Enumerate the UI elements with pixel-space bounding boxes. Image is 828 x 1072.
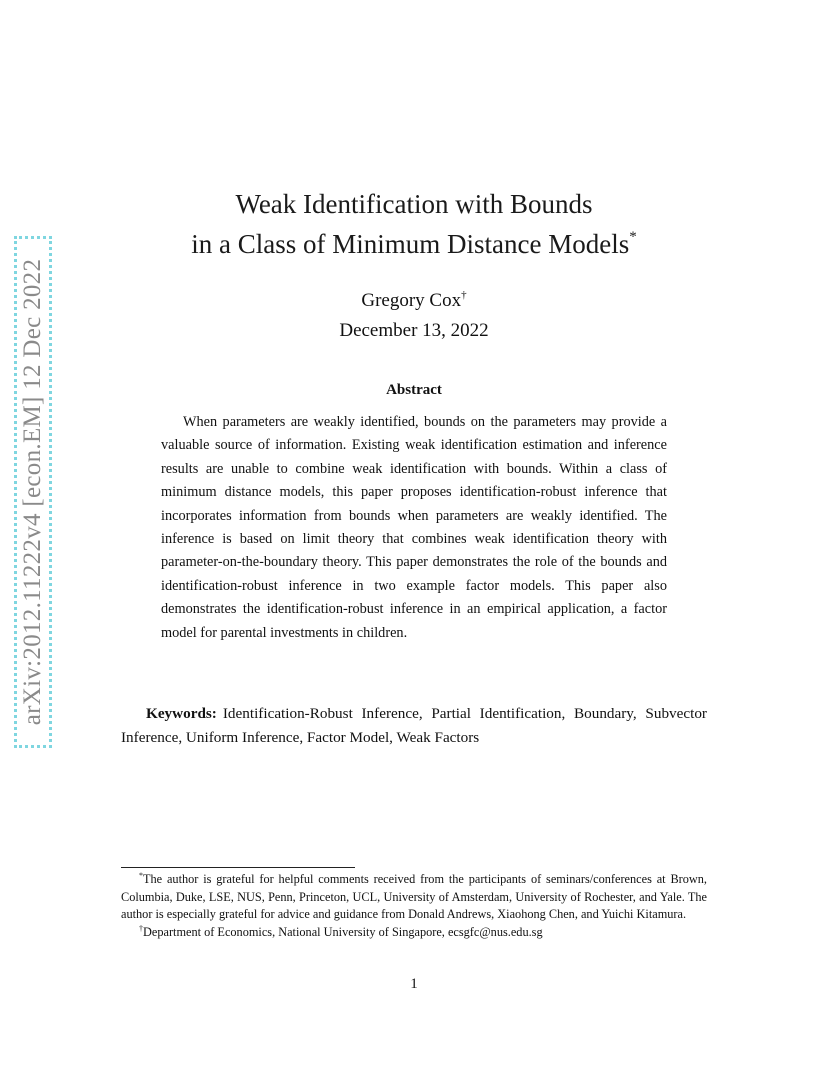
author xyxy=(0,288,828,314)
arxiv-identifier[interactable]: arXiv:2012.11222v4 [econ.EM] 12 Dec 2022 xyxy=(19,258,46,726)
footnote-text: Department of Economics, National University of Singapore, ecsgfc@nus.edu.sg xyxy=(143,924,543,939)
title-footnote-marker[interactable]: * xyxy=(629,229,637,245)
keywords xyxy=(121,702,707,750)
footnote-text: The author is grateful for helpful comments received from the participants of seminars/conferences at Brown, Columbia, Duke, LSE, NUS, Penn, Princeton, UCL, University of Amsterdam, University of Rochester, and Yale. The author is especially grateful for advice and guidance from Donald Andrews, Xiaohong Chen, and Yuichi Kitamura. xyxy=(121,872,707,921)
footnotes xyxy=(121,871,707,941)
title-line-2-text: in a Class of Minimum Distance Models xyxy=(191,229,630,259)
title-line-1: Weak Identification with Bounds xyxy=(235,189,593,219)
keywords-label: Keywords: xyxy=(146,705,217,722)
footnote-divider xyxy=(121,867,355,868)
footnote-marker: * xyxy=(139,871,143,880)
keywords-text: Identification-Robust Inference, Partial Identification, Boundary, Subvector Inference, Uniform Inference, Factor Model, Weak Factors xyxy=(121,705,707,746)
author-footnote-marker[interactable]: † xyxy=(461,289,467,301)
abstract-text: When parameters are weakly identified, bounds on the parameters may provide a valuable source of information. Existing weak identification estimation and inference results are unable to combine weak identification with bounds. Within a class of minimum distance models, this paper proposes identification-robust inference that incorporates information from bounds when parameters are weakly identified. The inference is based on limit theory that combines weak identification theory with parameter-on-the-boundary theory. This paper demonstrates the role of the bounds and identification-robust inference in two example factor models. This paper also demonstrates the identification-robust inference in an empirical application, a factor model for parental investments in children. xyxy=(161,414,667,641)
author-name: Gregory Cox xyxy=(361,290,462,311)
title-line-2 xyxy=(0,224,828,264)
paper-title xyxy=(0,184,828,264)
abstract-heading: Abstract xyxy=(386,382,442,398)
publication-date: December 13, 2022 xyxy=(339,320,489,341)
footnote-affiliation xyxy=(121,924,707,942)
footnote-acknowledgements xyxy=(121,871,707,924)
page-number: 1 xyxy=(410,976,418,992)
footnote-marker: † xyxy=(139,923,143,933)
